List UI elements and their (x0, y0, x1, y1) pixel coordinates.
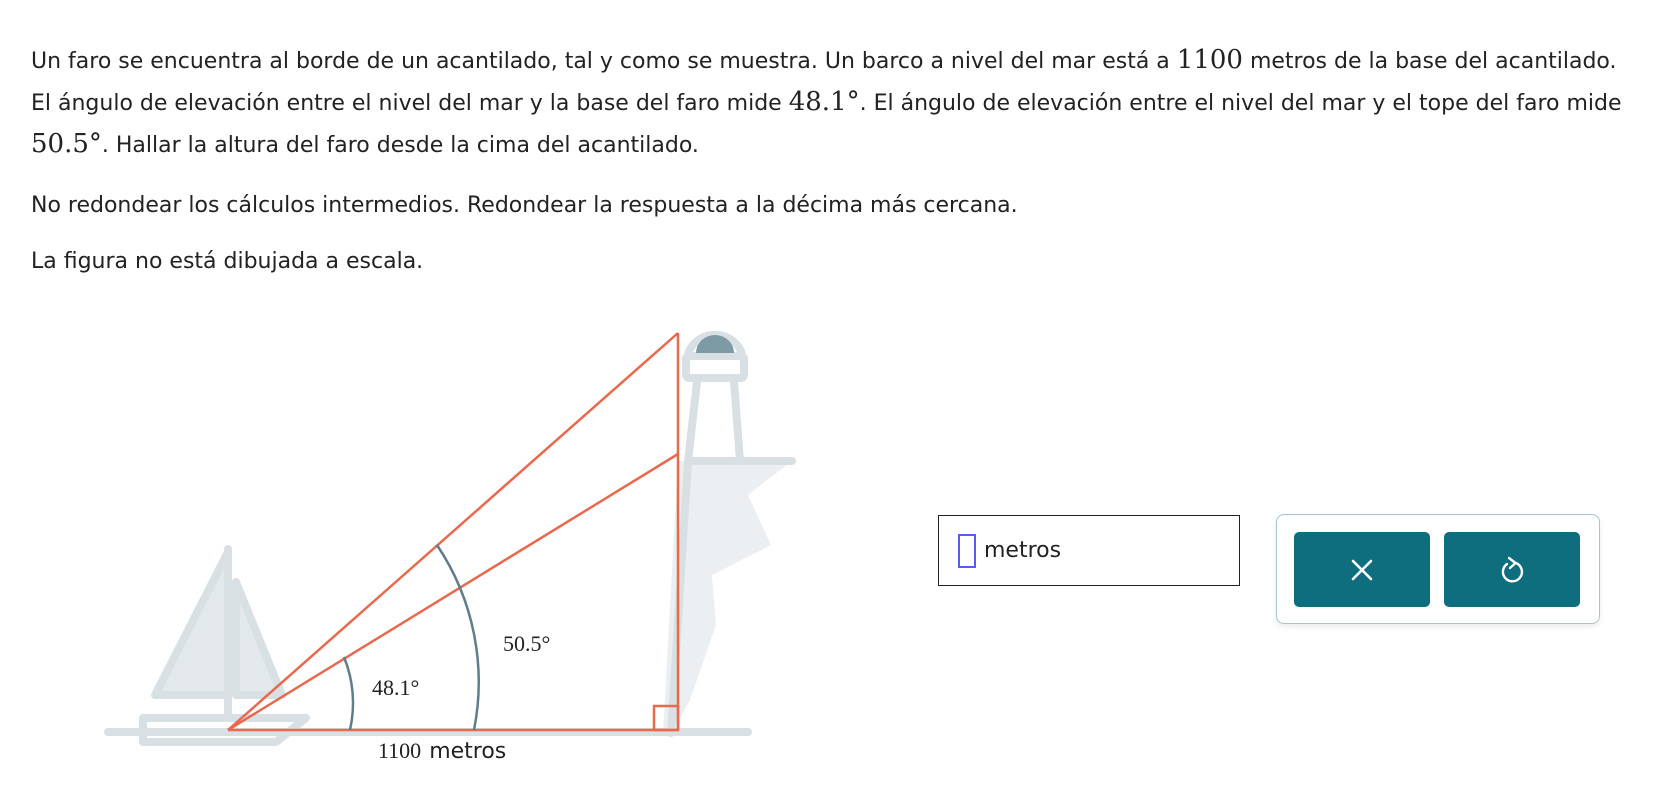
base-angle-value: 48.1° (788, 87, 860, 117)
distance-label-value: 1100 (378, 738, 422, 763)
distance-label (378, 738, 506, 764)
undo-button[interactable] (1444, 532, 1580, 607)
rounding-instruction: No redondear los cálculos intermedios. Redondear la respuesta a la décima más cercana. (31, 193, 1018, 218)
distance-label-unit: metros (429, 739, 507, 764)
problem-text: . Hallar la altura del faro desde la cima del acantilado. (101, 133, 699, 158)
outer-angle-arc (437, 545, 479, 730)
inner-angle-label: 48.1° (372, 675, 420, 700)
top-angle-value: 50.5° (31, 129, 102, 159)
scale-note: La figura no está dibujada a escala. (31, 249, 424, 274)
problem-text: metros de la base del acantilado. El ángulo de elevación entre el nivel del mar y la base del faro mide (31, 49, 1617, 116)
close-icon (1349, 557, 1375, 583)
lighthouse-gallery (686, 356, 744, 378)
lighthouse-tower (688, 382, 740, 461)
lighthouse-figure (0, 0, 820, 795)
sightline-base (228, 454, 678, 730)
outer-angle-label: 50.5° (503, 631, 551, 656)
inner-angle-arc (344, 657, 353, 730)
action-panel (1276, 514, 1600, 624)
undo-icon (1498, 555, 1526, 585)
answer-box (938, 515, 1240, 586)
problem-text: Un faro se encuentra al borde de un acantilado, tal y como se muestra. Un barco a nivel del mar está a (31, 49, 1177, 74)
boat-sail-back (236, 582, 282, 695)
sightline-top (228, 333, 678, 730)
answer-unit: metros (984, 538, 1062, 563)
distance-value: 1100 (1176, 45, 1243, 75)
answer-input[interactable] (958, 534, 976, 568)
boat-sail-front (155, 552, 228, 695)
clear-button[interactable] (1294, 532, 1430, 607)
problem-text: . El ángulo de elevación entre el nivel del mar y el tope del faro mide (859, 91, 1622, 116)
